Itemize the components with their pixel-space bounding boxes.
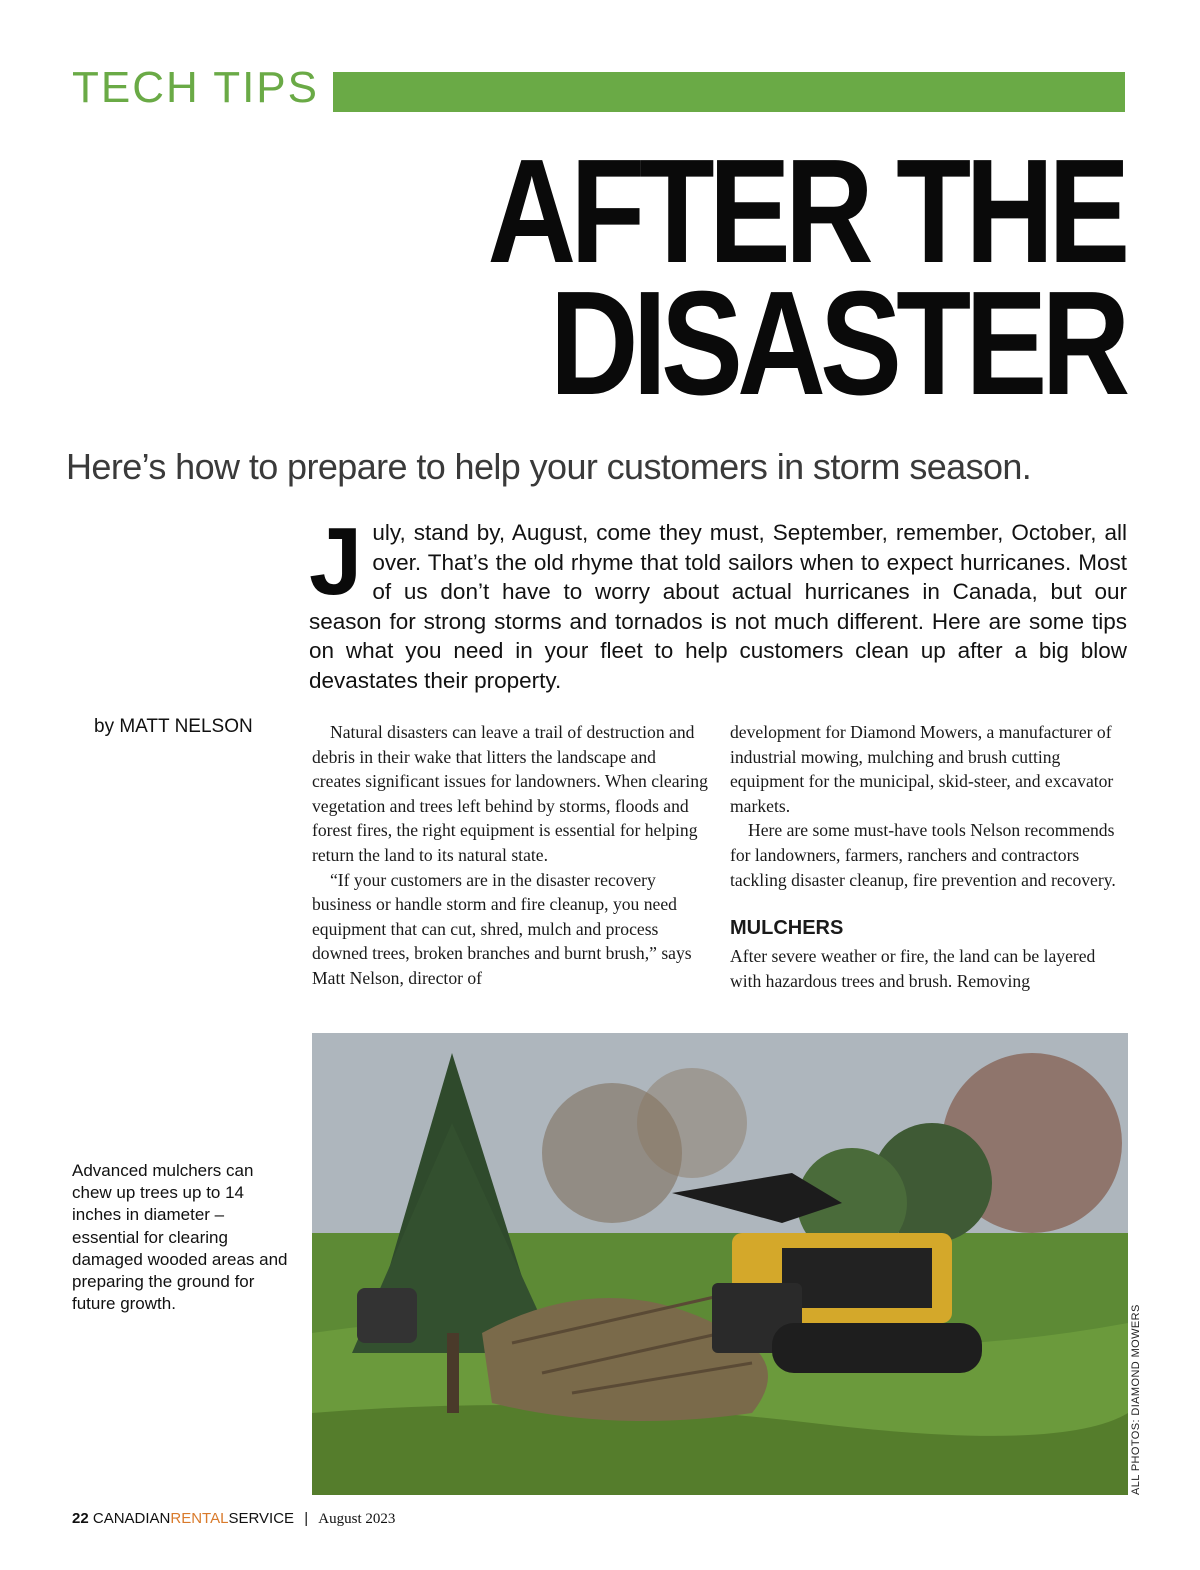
subtitle: Here’s how to prepare to help your customers in storm season. xyxy=(66,446,1032,487)
photo-caption: Advanced mulchers can chew up trees up to 14 inches in diameter – essential for clearing damaged wooded areas and preparing the ground for future growth. xyxy=(72,1161,288,1314)
page-number: 22 xyxy=(72,1510,89,1527)
byline: by MATT NELSON xyxy=(94,716,253,737)
body-column-left xyxy=(312,720,708,991)
body-paragraph: Here are some must-have tools Nelson recommends for landowners, farmers, ranchers and contractors tackling disaster cleanup, fire prevention and recovery. xyxy=(730,820,1116,890)
article-photo xyxy=(312,1033,1128,1495)
photo-credit: ALL PHOTOS: DIAMOND MOWERS xyxy=(1130,1304,1142,1495)
issue-date: August 2023 xyxy=(318,1511,396,1527)
body-paragraph: “If your customers are in the disaster recovery business or handle storm and fire cleanup, you need equipment that can cut, shred, mulch and process downed trees, broken branches and burnt brush,” says Matt Nelson, director of xyxy=(312,869,692,988)
section-label: TECH TIPS xyxy=(72,63,320,112)
magazine-name-part-3: SERVICE xyxy=(228,1510,295,1527)
body-paragraph: development for Diamond Mowers, a manufacturer of industrial mowing, mulching and brush cutting equipment for the municipal, skid-steer, and excavator markets. xyxy=(730,722,1114,816)
headline-line-2: DISASTER xyxy=(549,261,1124,426)
headline-line-1: AFTER THE xyxy=(487,129,1124,294)
body-column-right xyxy=(730,720,1126,993)
body-paragraph: After severe weather or fire, the land can be layered with hazardous trees and brush. Removing xyxy=(730,946,1096,991)
section-heading-mulchers: MULCHERS xyxy=(730,917,844,940)
mulcher-photo-illustration xyxy=(312,1033,1128,1495)
page-footer xyxy=(72,1510,395,1528)
section-accent-bar xyxy=(333,72,1125,112)
magazine-name-part-1: CANADIAN xyxy=(92,1510,171,1527)
footer-separator: | xyxy=(304,1510,309,1527)
magazine-name-part-2: RENTAL xyxy=(170,1510,229,1527)
lede-paragraph xyxy=(309,508,1127,696)
magazine-name xyxy=(93,1510,294,1527)
lede-text: uly, stand by, August, come they must, September, remember, October, all over. That’s the old rhyme that told sailors when to expect hurricanes. Most of us don’t have to worry about actual hurricanes in Canada, but our season for strong storms and tornados is not much different. Here are some tips on what you need in your fleet to help customers clean up after a big blow devastates their property. xyxy=(309,520,1127,693)
headline xyxy=(487,129,1124,426)
drop-cap: J xyxy=(309,508,363,615)
body-paragraph: Natural disasters can leave a trail of destruction and debris in their wake that litters the landscape and creates significant issues for landowners. When clearing vegetation and trees left behind by storms, floods and forest fires, the right equipment is essential for helping return the land to its natural state. xyxy=(312,722,708,865)
